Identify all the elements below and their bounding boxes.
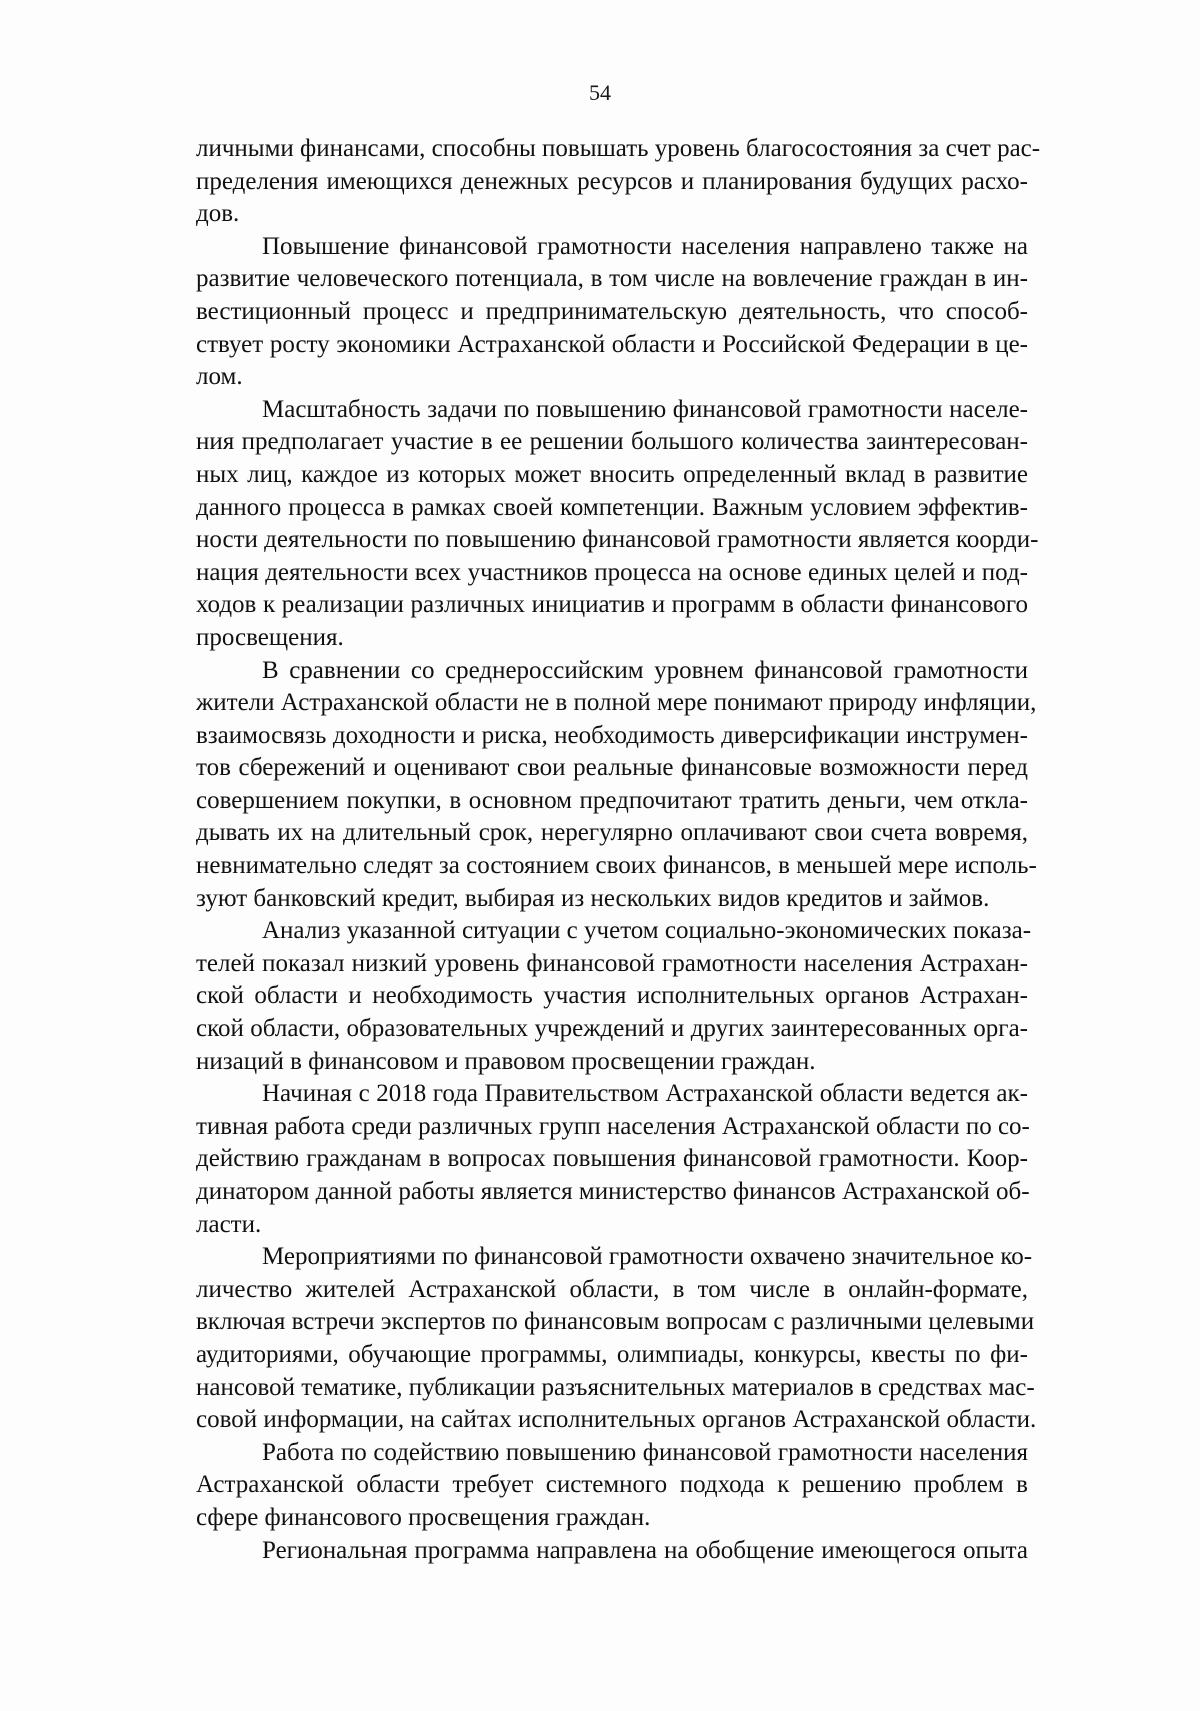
paragraph [196, 1241, 1037, 1437]
text-line: ской области и необходимость участия исполнительных органов Астрахан- [196, 982, 1028, 1010]
text-line: ных лиц, каждое из которых может вносить определенный вклад в развитие [196, 460, 1028, 488]
text-line: зуют банковский кредит, выбирая из нескольких видов кредитов и займов. [196, 884, 990, 912]
text-line: совой информации, на сайтах исполнительных органов Астраханской области. [196, 1406, 1037, 1434]
text-line: ния предполагает участие в ее решении большого количества заинтересован- [196, 428, 1028, 456]
text-line: Начиная с 2018 года Правительством Астраханской области ведется ак- [262, 1080, 1028, 1108]
text-line: вестиционный процесс и предпринимательскую деятельность, что способ- [196, 297, 1028, 325]
text-line: нация деятельности всех участников процесса на основе единых целей и под- [196, 558, 1028, 586]
text-line: ности деятельности по повышению финансовой грамотности является коорди- [196, 526, 1039, 554]
paragraph [196, 133, 1041, 231]
text-line: данного процесса в рамках своей компетенции. Важным условием эффектив- [196, 493, 1028, 521]
text-line: Мероприятиями по финансовой грамотности охвачено значительное ко- [262, 1243, 1033, 1271]
text-line: включая встречи экспертов по финансовым вопросам с различными целевыми [196, 1308, 1035, 1336]
paragraph [196, 915, 1032, 1078]
text-line: низаций в финансовом и правовом просвещении граждан. [196, 1047, 816, 1075]
text-line: ствует росту экономики Астраханской области и Российской Федерации в це- [196, 330, 1028, 358]
paragraph [196, 655, 1037, 916]
text-line: лом. [196, 363, 243, 391]
paragraph [196, 1437, 1028, 1535]
text-line: Работа по содействию повышению финансовой грамотности населения [262, 1438, 1028, 1466]
text-line: действию гражданам в вопросах повышения финансовой грамотности. Коор- [196, 1145, 1028, 1173]
text-line: ходов к реализации различных инициатив и программ в области финансового [196, 591, 1028, 619]
text-line: ской области, образовательных учреждений и других заинтересованных орга- [196, 1015, 1028, 1043]
paragraph [196, 1535, 1028, 1568]
text-line: совершением покупки, в основном предпочитают тратить деньги, чем откла- [196, 786, 1028, 814]
text-line: Масштабность задачи по повышению финансовой грамотности населе- [262, 395, 1028, 423]
paragraph [196, 394, 1039, 655]
text-line: Повышение финансовой грамотности населения направлено также на [262, 232, 1028, 260]
text-line: личными финансами, способны повышать уровень благосостояния за счет рас- [196, 135, 1041, 162]
text-line: Астраханской области требует системного подхода к решению проблем в [196, 1471, 1028, 1499]
text-line: пределения имеющихся денежных ресурсов и планирования будущих расхо- [196, 167, 1028, 195]
text-line: тов сбережений и оценивают свои реальные финансовые возможности перед [196, 754, 1028, 782]
text-line: личество жителей Астраханской области, в том числе в онлайн-формате, [196, 1275, 1028, 1303]
text-line: динатором данной работы является министерство финансов Астраханской об- [196, 1178, 1030, 1205]
paragraph [196, 231, 1028, 394]
text-line: жители Астраханской области не в полной мере понимают природу инфляции, [196, 689, 1037, 717]
text-line: дывать их на длительный срок, нерегулярно оплачивают свои счета вовремя, [196, 819, 1028, 847]
document-body [196, 133, 1041, 1567]
text-line: невнимательно следят за состоянием своих финансов, в меньшей мере исполь- [196, 852, 1037, 880]
text-line: тивная работа среди различных групп населения Астраханской области по со- [196, 1112, 1030, 1140]
text-line: дов. [196, 200, 240, 228]
text-line: сфере финансового просвещения граждан. [196, 1503, 651, 1531]
page-number: 54 [589, 80, 611, 105]
text-line: развитие человеческого потенциала, в том числе на вовлечение граждан в ин- [196, 265, 1028, 293]
text-line: Анализ указанной ситуации с учетом социально-экономических показа- [262, 917, 1032, 945]
text-line: В сравнении со среднероссийским уровнем финансовой грамотности [262, 656, 1028, 684]
paragraph [196, 1078, 1028, 1241]
text-line: нансовой тематике, публикации разъяснительных материалов в средствах мас- [196, 1373, 1035, 1401]
text-line: Региональная программа направлена на обобщение имеющегося опыта [262, 1536, 1028, 1564]
text-line: взаимосвязь доходности и риска, необходимость диверсификации инструмен- [196, 721, 1028, 749]
text-line: просвещения. [196, 623, 344, 651]
text-line: телей показал низкий уровень финансовой грамотности населения Астрахан- [196, 949, 1028, 977]
text-line: аудиториями, обучающие программы, олимпиады, конкурсы, квесты по фи- [196, 1340, 1028, 1368]
text-line: ласти. [196, 1210, 262, 1238]
